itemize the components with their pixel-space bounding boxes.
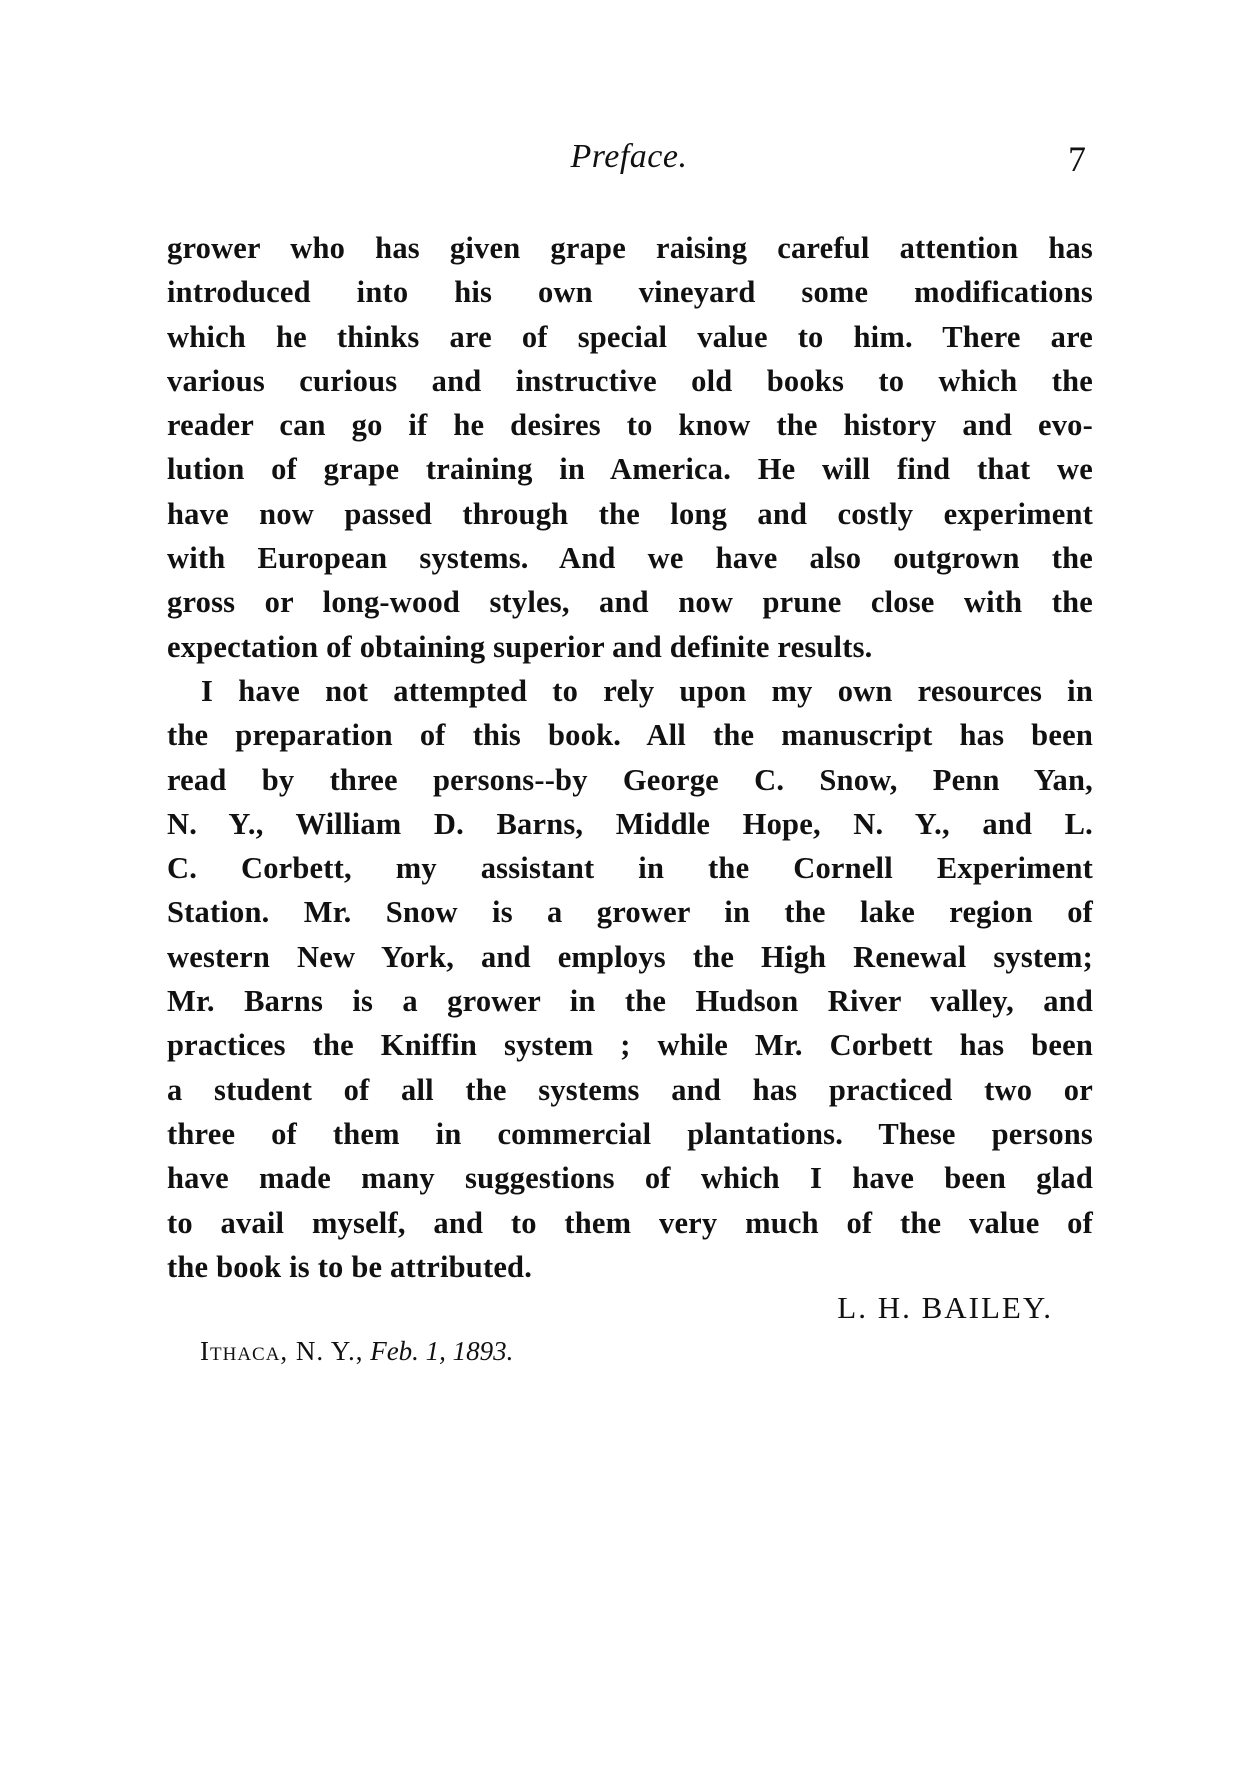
text-line: C. Corbett, my assistant in the Cornell Experiment xyxy=(167,851,1093,886)
body-text xyxy=(167,226,1093,1289)
text-line: various curious and instructive old books to which the xyxy=(167,363,1093,398)
text-line: expectation of obtaining superior and definite results. xyxy=(167,629,873,664)
text-line: Mr. Barns is a grower in the Hudson River valley, and xyxy=(167,984,1093,1019)
paragraph-2 xyxy=(167,669,1093,1289)
text-line: with European systems. And we have also outgrown the xyxy=(167,541,1093,576)
text-line: I have not attempted to rely upon my own resources in xyxy=(201,673,1093,708)
text-line: the preparation of this book. All the manuscript has been xyxy=(167,718,1093,753)
text-line: western New York, and employs the High Renewal system; xyxy=(167,939,1093,974)
text-line: to avail myself, and to them very much of the value of xyxy=(167,1205,1093,1240)
text-line: introduced into his own vineyard some modifications xyxy=(167,275,1093,310)
dateline-place: Ithaca, N. Y., xyxy=(200,1336,364,1366)
text-line: grower who has given grape raising careful attention has xyxy=(167,231,1093,265)
paragraph-1 xyxy=(167,226,1093,669)
text-line: a student of all the systems and has practiced two or xyxy=(167,1072,1093,1107)
text-line: practices the Kniffin system ; while Mr. Corbett has been xyxy=(167,1028,1093,1063)
text-line: have now passed through the long and costly experiment xyxy=(167,496,1093,531)
page-number: 7 xyxy=(1068,139,1086,179)
text-line: reader can go if he desires to know the history and evo- xyxy=(167,408,1093,443)
author-signature: L. H. BAILEY. xyxy=(837,1290,1053,1325)
dateline-date: Feb. 1, 1893. xyxy=(370,1336,514,1366)
running-head xyxy=(168,138,1090,188)
running-title: Preface. xyxy=(570,138,688,175)
text-line: gross or long-wood styles, and now prune close with the xyxy=(167,585,1093,620)
text-line: lution of grape training in America. He will find that we xyxy=(167,452,1093,487)
text-line: three of them in commercial plantations. These persons xyxy=(167,1116,1093,1151)
text-line: N. Y., William D. Barns, Middle Hope, N. Y., and L. xyxy=(167,806,1093,841)
text-line: read by three persons--by George C. Snow, Penn Yan, xyxy=(167,762,1093,797)
text-line: the book is to be attributed. xyxy=(167,1249,533,1284)
text-line: Station. Mr. Snow is a grower in the lake region of xyxy=(167,895,1093,930)
text-line: which he thinks are of special value to him. There are xyxy=(167,319,1093,354)
dateline xyxy=(200,1336,513,1367)
text-line: have made many suggestions of which I have been glad xyxy=(167,1161,1093,1196)
